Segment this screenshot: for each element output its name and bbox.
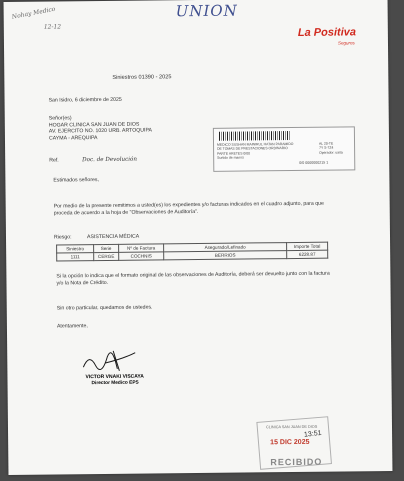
col-header: Importe Total [287,242,328,250]
recipient-city: CAYMA - AREQUIPA [48,134,98,142]
col-header: Nº de Factura [119,244,164,252]
barcode-icon [219,131,291,141]
barcode-text: MEDICO SUSHAN MAINIRUL HATAN PARAMIDO DE TOMAS DE PRESTACIONES ORDINARIO PARTE ARETES 0/00 Surtido de manos [217,141,294,161]
table-cell: 1111 [57,253,94,261]
document-number: Siniestros 01390 - 2025 [112,74,172,81]
paragraph-closing: Sin otro particular, quedamos de ustedes. [56,304,153,312]
table-row [57,250,328,261]
barcode-number: 0/0 0000000215 1 [299,160,329,165]
table-cell: BERRIOS [164,251,287,260]
company-logo: La Positiva [297,26,357,39]
risk-label: Riesgo: [53,234,72,241]
table-cell: CERGE [94,252,119,260]
signature-icon [79,343,139,376]
greeting: Estimados señores, [53,177,99,184]
reference-line [49,157,137,165]
paragraph-instructions: Si la opción lo indica que el formato original de las observaciones de Auditoría, deberá ser devuelto junto con la factura y/o la Nota de Crédito. [56,270,330,286]
col-header: Asegurado/Lefinado [164,243,287,252]
company-logo-sub: Seguros [337,40,355,46]
ref-label: Ref. [49,157,59,164]
signer-name: VICTOR VNAKI VISCAYA [85,373,144,381]
letter-date: San Isidro, 6 diciembre de 2025 [48,96,122,104]
handwritten-title: UNION [175,1,238,21]
risk-line [54,234,139,241]
col-header: Serie [94,244,119,252]
stamp-label: RECIBIDO [270,456,323,468]
invoice-table [56,242,328,262]
table-cell: COCHNIS [119,252,164,260]
handwritten-note: Nohay Medico [11,5,56,21]
risk-value: ASISTENCIA MÉDICA [87,233,140,241]
paragraph-intro: Por medio de la presente remitimos a usted(es) los expedientes y/o facturas indicados en el cuadro adjunto, para que proceda de acuerdo a la hoja de "Observaciones de Auditoría". [53,200,324,217]
stamp-date: 15 DIC 2025 [270,438,310,447]
recipient-name: HOGAR CLINICA SAN JUAN DE DIOS [48,121,140,129]
closing-salutation: Atentamente, [56,323,88,330]
col-header: Siniestro [57,245,94,253]
table-cell: 6228.87 [287,250,328,258]
recipient-address: AV. EJERCITO NO. 1020 URB. ARTOQUIPA [48,127,153,135]
handwritten-note-2: 12-12 [43,23,62,31]
recipient-block [49,114,152,141]
document-page [4,0,393,475]
stamp-time: 13:51 [303,429,322,439]
signer-title: Director Medico EPS [91,380,139,387]
stamp-top: CLINICA SAN JUAN DE DIOS [265,424,318,430]
barcode-side-text: AL 20-TE 7Y S-7Z4 Operador: uaita [319,141,343,155]
ref-text: Doc. de Devolución [82,156,138,164]
recipient-label: Señor(es) [48,115,72,122]
